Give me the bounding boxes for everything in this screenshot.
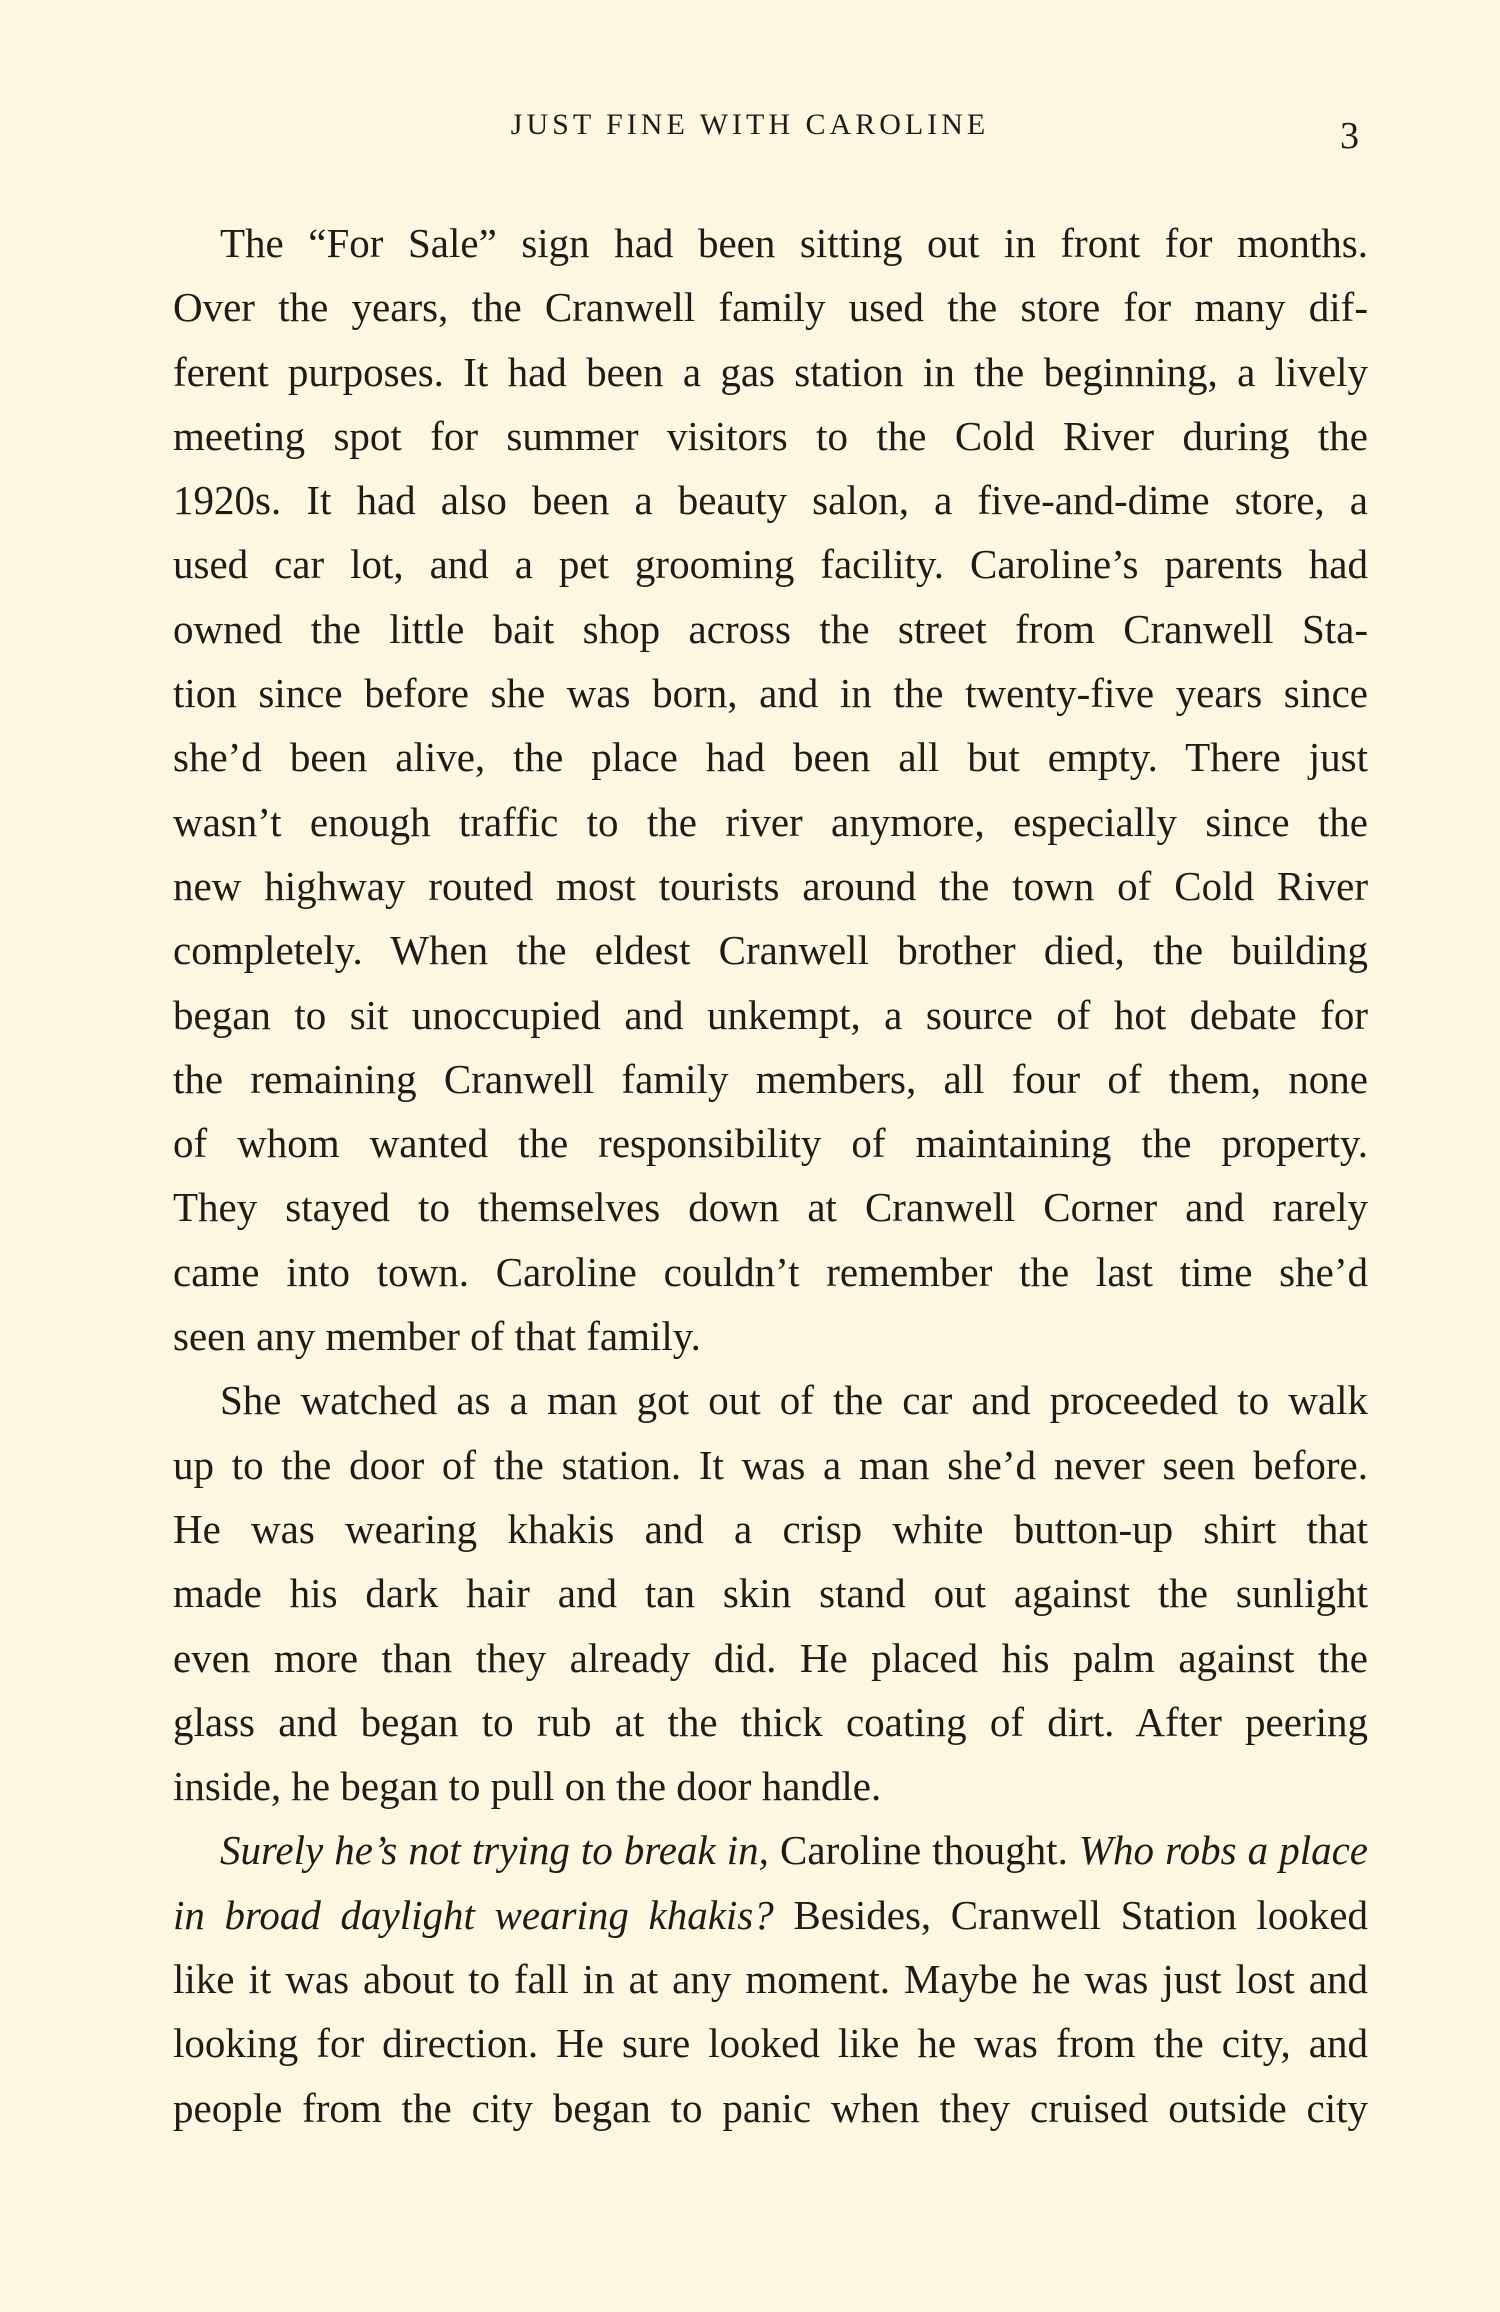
text-line: used car lot, and a pet grooming facility. Caroline’s parents had [173,541,1368,588]
text-line: glass and began to rub at the thick coating of dirt. After peering [173,1698,1368,1745]
text-line: the remaining Cranwell family members, all four of them, none [173,1055,1368,1102]
text-line: wasn’t enough traffic to the river anymore, especially since the [173,798,1368,845]
text-line: even more than they already did. He placed his palm against the [173,1634,1368,1681]
text-line: looking for direction. He sure looked like he was from the city, and [173,2020,1368,2067]
text-line: meeting spot for summer visitors to the Cold River during the [173,412,1368,459]
page-number: 3 [1340,115,1359,157]
text-line: She watched as a man got out of the car and proceeded to walk [220,1377,1368,1424]
body-text [173,211,1368,2140]
text-line: ferent purposes. It had been a gas station in the beginning, a lively [173,348,1368,395]
text-line: The “For Sale” sign had been sitting out in front for months. [220,220,1368,266]
text-line: He was wearing khakis and a crisp white button-up shirt that [173,1505,1368,1552]
text-line: she’d been alive, the place had been all but empty. There just [173,734,1368,781]
text-line: of whom wanted the responsibility of maintaining the property. [173,1120,1368,1167]
text-line: Over the years, the Cranwell family used the store for many dif- [173,284,1368,331]
text-line: like it was about to fall in at any moment. Maybe he was just lost and [173,1956,1368,2003]
text-line: up to the door of the station. It was a man she’d never seen before. [173,1441,1368,1488]
chapter-title: JUST FINE WITH CAROLINE [510,108,990,141]
text-line: people from the city began to panic when they cruised outside city [173,2084,1368,2131]
text-line: 1920s. It had also been a beauty salon, a five-and-dime store, a [173,477,1368,524]
text-line: began to sit unoccupied and unkempt, a source of hot debate for [173,991,1368,1038]
text-line: They stayed to themselves down at Cranwell Corner and rarely [173,1184,1368,1231]
text-line: inside, he began to pull on the door handle. [173,1763,882,1810]
text-line: made his dark hair and tan skin stand out against the sunlight [173,1570,1368,1617]
italic-thought: Who robs a place [1078,1827,1368,1874]
text-line: new highway routed most tourists around the town of Cold River [173,862,1368,909]
italic-thought: in broad daylight wearing khakis? [173,1891,774,1938]
text-run: Caroline thought. [768,1827,1079,1874]
text-line: owned the little bait shop across the street from Cranwell Sta- [173,605,1368,652]
italic-thought: Surely he’s not trying to break in, [220,1827,769,1874]
text-line: came into town. Caroline couldn’t remember the last time she’d [173,1248,1368,1295]
text-line: tion since before she was born, and in the twenty-five years since [173,670,1368,717]
text-line [173,1883,1368,1947]
text-line: completely. When the eldest Cranwell brother died, the building [173,927,1368,974]
text-line [173,1818,1368,1882]
text-run: Besides, Cranwell Station looked [773,1891,1368,1938]
running-head [0,108,1500,157]
text-line: seen any member of that family. [173,1313,701,1360]
